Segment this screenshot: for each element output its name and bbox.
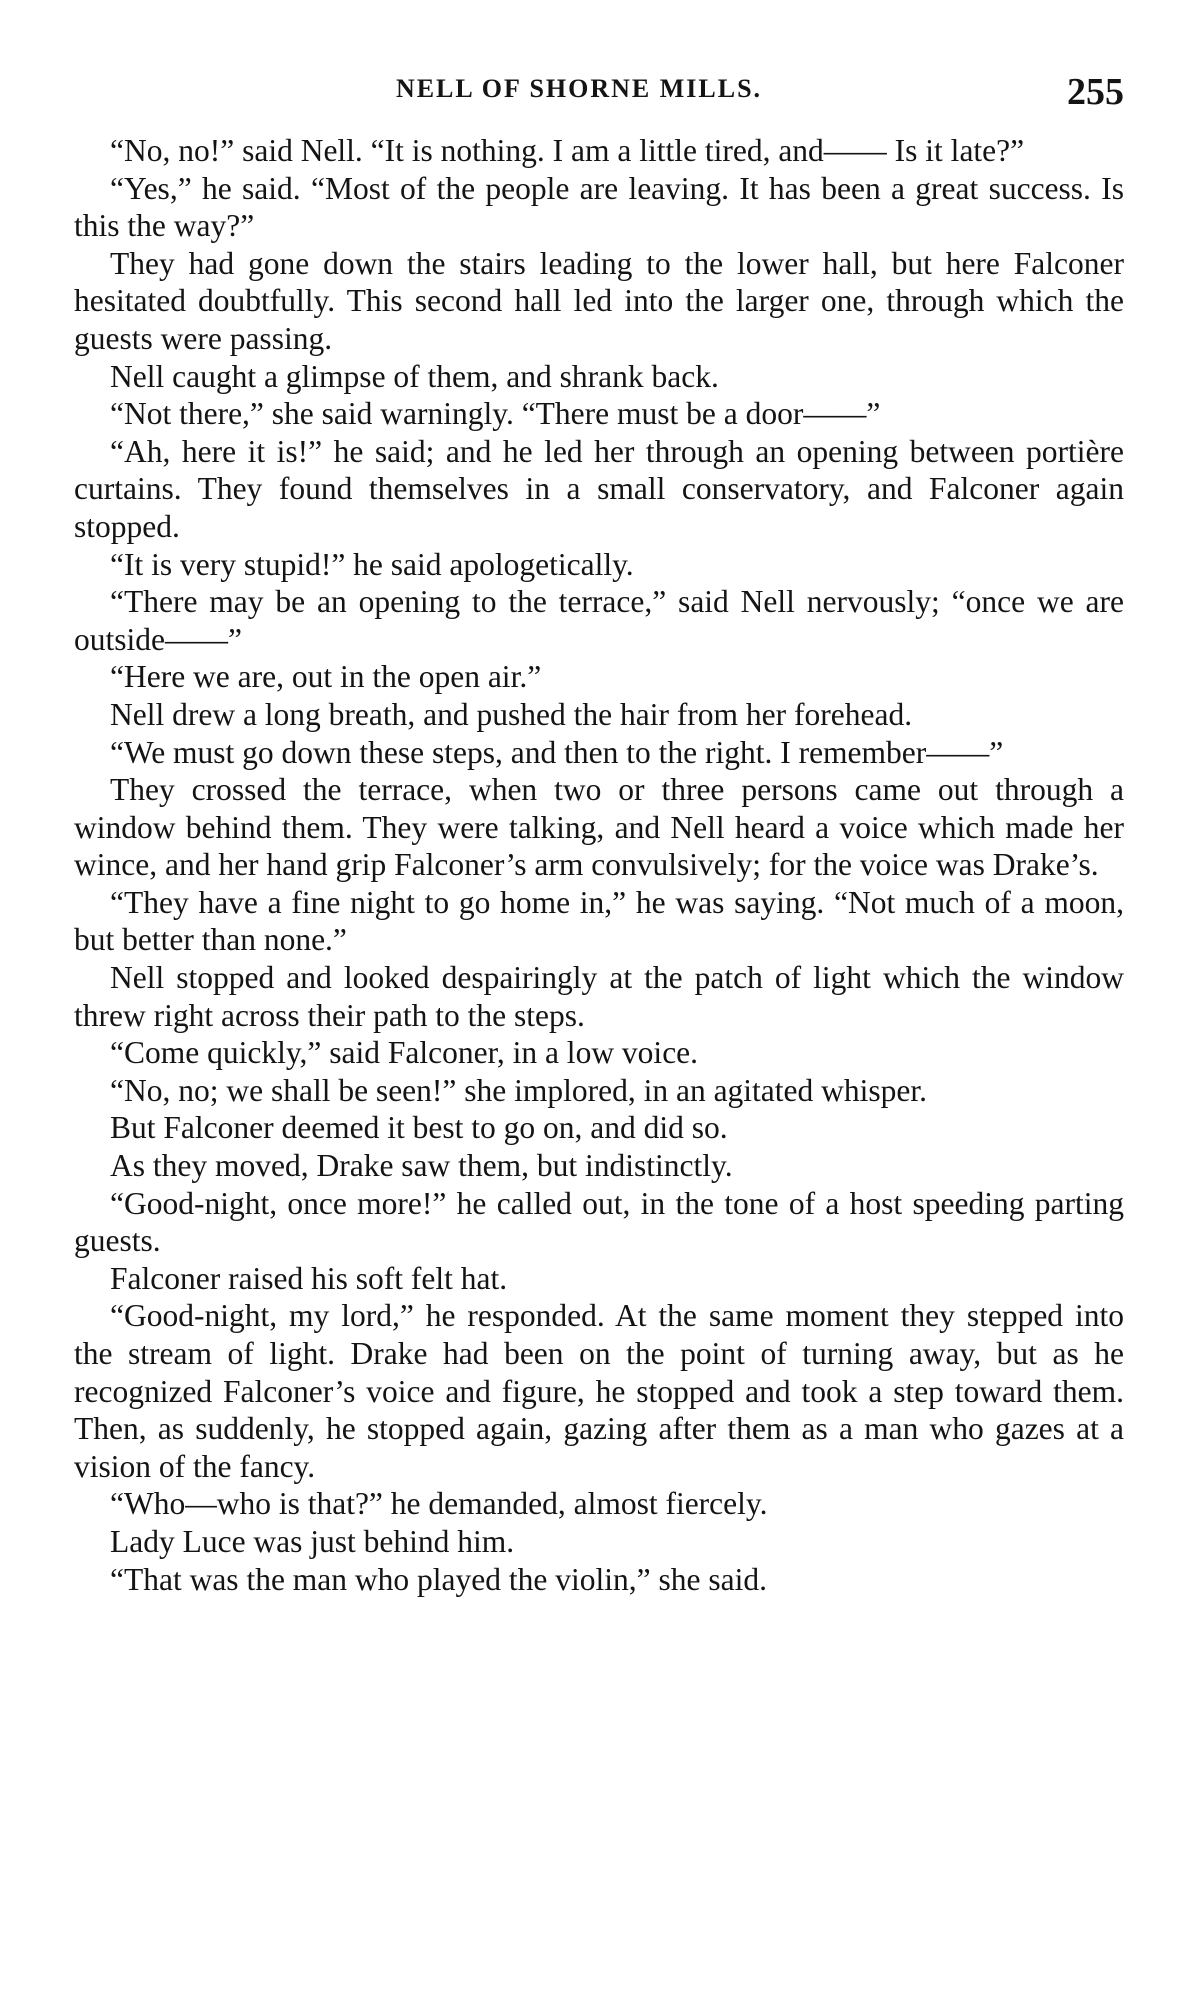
paragraph: “Who—who is that?” he demanded, almost fiercely. xyxy=(110,1486,768,1522)
paragraph: Nell drew a long breath, and pushed the hair from her forehead. xyxy=(110,696,913,732)
paragraph: “It is very stupid!” he said apologetically. xyxy=(110,546,634,582)
book-page xyxy=(74,70,1124,1598)
paragraph: “They have a fine night to go home in,” he was saying. “Not much of a moon, but better than none.” xyxy=(74,884,1124,958)
paragraph: “Good-night, once more!” he called out, in the tone of a host speeding parting guests. xyxy=(74,1185,1124,1259)
page-number: 255 xyxy=(1067,71,1124,113)
paragraph: As they moved, Drake saw them, but indistinctly. xyxy=(110,1148,733,1184)
paragraph: “That was the man who played the violin,” she said. xyxy=(110,1561,767,1597)
page-header xyxy=(74,70,1124,122)
paragraph: “Not there,” she said warningly. “There must be a door——” xyxy=(110,396,881,432)
paragraph: “Good-night, my lord,” he responded. At the same moment they stepped into the stream of light. Drake had been on the point of turning away, but as he recognized Falconer’s voice and figure, he stopped and took a step toward them. Then, as suddenly, he stopped again, gazing after them as a man who gazes at a vision of the fancy. xyxy=(74,1298,1124,1484)
paragraph: “Here we are, out in the open air.” xyxy=(110,659,542,695)
paragraph: They had gone down the stairs leading to the lower hall, but here Falconer hesitated doubtfully. This second hall led into the larger one, through which the guests were passing. xyxy=(74,245,1124,356)
paragraph: Lady Luce was just behind him. xyxy=(110,1523,515,1559)
paragraph: “No, no; we shall be seen!” she implored, in an agitated whisper. xyxy=(110,1072,928,1108)
paragraph: “Ah, here it is!” he said; and he led her through an opening between portière curtains. They found themselves in a small conservatory, and Falconer again stopped. xyxy=(74,433,1124,544)
body-text xyxy=(74,132,1124,1598)
paragraph: Nell stopped and looked despairingly at the patch of light which the window threw right across their path to the steps. xyxy=(74,960,1124,1033)
paragraph: “Yes,” he said. “Most of the people are leaving. It has been a great success. Is this the way?” xyxy=(74,170,1124,244)
paragraph: Falconer raised his soft felt hat. xyxy=(110,1260,508,1296)
paragraph: “No, no!” said Nell. “It is nothing. I am a little tired, and—— Is it late?” xyxy=(110,133,1025,168)
paragraph: “Come quickly,” said Falconer, in a low voice. xyxy=(110,1035,699,1071)
paragraph: But Falconer deemed it best to go on, and did so. xyxy=(110,1110,728,1146)
paragraph: Nell caught a glimpse of them, and shrank back. xyxy=(110,358,719,394)
paragraph: “We must go down these steps, and then to the right. I remember——” xyxy=(110,734,1004,770)
running-title: NELL OF SHORNE MILLS. xyxy=(395,74,763,103)
paragraph: They crossed the terrace, when two or three persons came out through a window behind them. They were talking, and Nell heard a voice which made her wince, and her hand grip Falconer’s arm convulsively; for the voice was Drake’s. xyxy=(74,772,1124,883)
paragraph: “There may be an opening to the terrace,” said Nell nervously; “once we are outside——” xyxy=(74,584,1124,657)
